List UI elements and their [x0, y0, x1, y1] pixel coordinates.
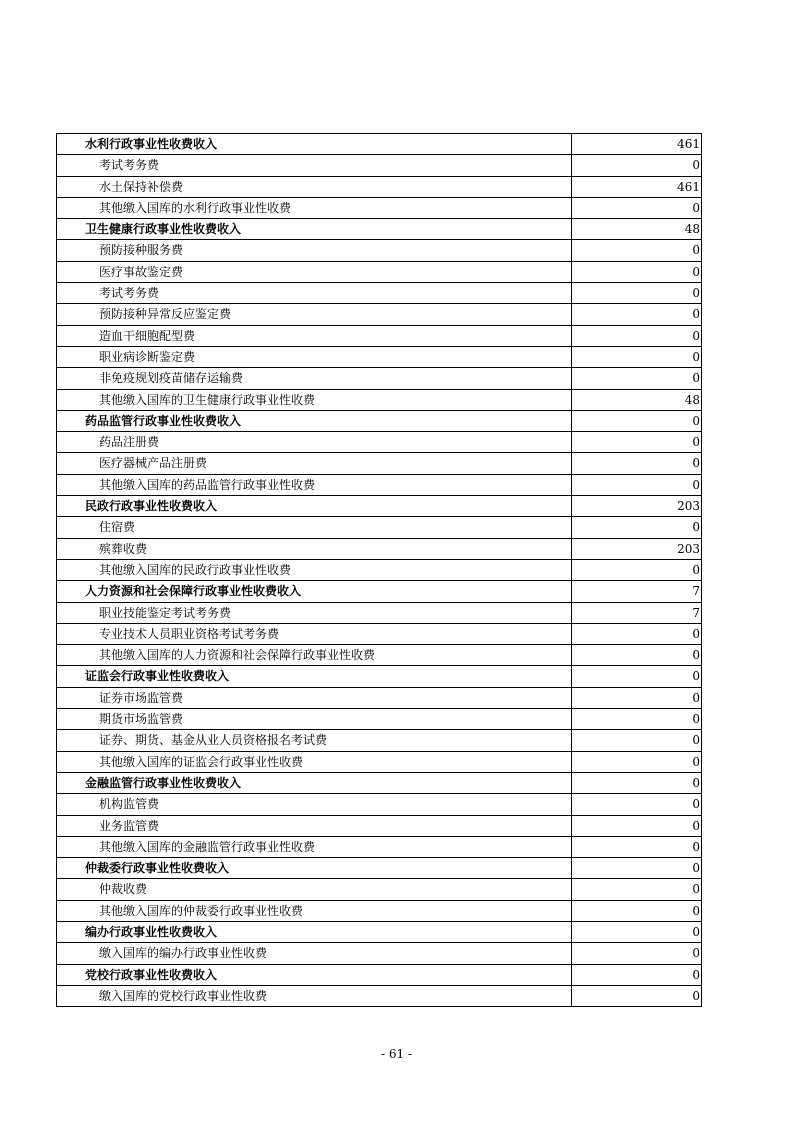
table-row	[57, 176, 702, 197]
category-row	[57, 134, 702, 155]
table-row	[57, 538, 702, 559]
table-body	[57, 134, 702, 1007]
amount-cell: 48	[572, 219, 702, 240]
amount-cell: 0	[572, 559, 702, 580]
category-name: 人力资源和社会保障行政事业性收费收入	[57, 581, 572, 602]
category-row	[57, 581, 702, 602]
amount-cell: 0	[572, 474, 702, 495]
amount-cell: 0	[572, 964, 702, 985]
item-name: 造血干细胞配型费	[57, 325, 572, 346]
item-name: 机构监管费	[57, 794, 572, 815]
amount-cell: 0	[572, 261, 702, 282]
amount-cell: 0	[572, 751, 702, 772]
table-row	[57, 836, 702, 857]
table-row	[57, 453, 702, 474]
table-row	[57, 346, 702, 367]
amount-cell: 461	[572, 176, 702, 197]
table-row	[57, 709, 702, 730]
item-name: 考试考务费	[57, 155, 572, 176]
item-name: 其他缴入国库的药品监管行政事业性收费	[57, 474, 572, 495]
category-row	[57, 219, 702, 240]
amount-cell: 0	[572, 730, 702, 751]
revenue-table-container	[56, 133, 701, 1007]
item-name: 其他缴入国库的金融监管行政事业性收费	[57, 836, 572, 857]
amount-cell: 0	[572, 155, 702, 176]
category-row	[57, 921, 702, 942]
item-name: 仲裁收费	[57, 879, 572, 900]
revenue-table	[56, 133, 702, 1007]
category-name: 编办行政事业性收费收入	[57, 921, 572, 942]
amount-cell: 0	[572, 879, 702, 900]
amount-cell: 461	[572, 134, 702, 155]
amount-cell: 0	[572, 453, 702, 474]
category-name: 证监会行政事业性收费收入	[57, 666, 572, 687]
category-row	[57, 666, 702, 687]
item-name: 缴入国库的党校行政事业性收费	[57, 985, 572, 1006]
page-number: - 61 -	[380, 1047, 412, 1061]
amount-cell: 0	[572, 368, 702, 389]
amount-cell: 0	[572, 858, 702, 879]
amount-cell: 0	[572, 432, 702, 453]
item-name: 缴入国库的编办行政事业性收费	[57, 943, 572, 964]
amount-cell: 0	[572, 410, 702, 431]
table-row	[57, 985, 702, 1006]
table-row	[57, 283, 702, 304]
amount-cell: 48	[572, 389, 702, 410]
table-row	[57, 943, 702, 964]
category-name: 药品监管行政事业性收费收入	[57, 410, 572, 431]
category-row	[57, 772, 702, 793]
table-row	[57, 879, 702, 900]
item-name: 期货市场监管费	[57, 709, 572, 730]
item-name: 专业技术人员职业资格考试考务费	[57, 623, 572, 644]
category-row	[57, 858, 702, 879]
category-row	[57, 496, 702, 517]
item-name: 预防接种服务费	[57, 240, 572, 261]
amount-cell: 203	[572, 496, 702, 517]
item-name: 医疗器械产品注册费	[57, 453, 572, 474]
table-row	[57, 474, 702, 495]
item-name: 水土保持补偿费	[57, 176, 572, 197]
category-name: 党校行政事业性收费收入	[57, 964, 572, 985]
item-name: 住宿费	[57, 517, 572, 538]
table-row	[57, 197, 702, 218]
table-row	[57, 751, 702, 772]
item-name: 考试考务费	[57, 283, 572, 304]
table-row	[57, 815, 702, 836]
amount-cell: 0	[572, 517, 702, 538]
amount-cell: 0	[572, 623, 702, 644]
item-name: 其他缴入国库的仲裁委行政事业性收费	[57, 900, 572, 921]
item-name: 药品注册费	[57, 432, 572, 453]
amount-cell: 0	[572, 943, 702, 964]
table-row	[57, 240, 702, 261]
amount-cell: 0	[572, 687, 702, 708]
item-name: 业务监管费	[57, 815, 572, 836]
item-name: 其他缴入国库的卫生健康行政事业性收费	[57, 389, 572, 410]
amount-cell: 0	[572, 666, 702, 687]
item-name: 其他缴入国库的水利行政事业性收费	[57, 197, 572, 218]
item-name: 医疗事故鉴定费	[57, 261, 572, 282]
amount-cell: 0	[572, 985, 702, 1006]
amount-cell: 0	[572, 197, 702, 218]
item-name: 职业病诊断鉴定费	[57, 346, 572, 367]
table-row	[57, 389, 702, 410]
table-row	[57, 325, 702, 346]
amount-cell: 0	[572, 815, 702, 836]
table-row	[57, 261, 702, 282]
item-name: 其他缴入国库的人力资源和社会保障行政事业性收费	[57, 645, 572, 666]
table-row	[57, 432, 702, 453]
category-name: 金融监管行政事业性收费收入	[57, 772, 572, 793]
amount-cell: 0	[572, 304, 702, 325]
table-row	[57, 645, 702, 666]
table-row	[57, 155, 702, 176]
amount-cell: 0	[572, 240, 702, 261]
table-row	[57, 794, 702, 815]
amount-cell: 203	[572, 538, 702, 559]
table-row	[57, 304, 702, 325]
category-name: 仲裁委行政事业性收费收入	[57, 858, 572, 879]
amount-cell: 0	[572, 921, 702, 942]
item-name: 职业技能鉴定考试考务费	[57, 602, 572, 623]
amount-cell: 0	[572, 709, 702, 730]
amount-cell: 7	[572, 581, 702, 602]
amount-cell: 7	[572, 602, 702, 623]
item-name: 证券、期货、基金从业人员资格报名考试费	[57, 730, 572, 751]
table-row	[57, 900, 702, 921]
amount-cell: 0	[572, 283, 702, 304]
category-name: 水利行政事业性收费收入	[57, 134, 572, 155]
table-row	[57, 517, 702, 538]
amount-cell: 0	[572, 325, 702, 346]
item-name: 其他缴入国库的民政行政事业性收费	[57, 559, 572, 580]
amount-cell: 0	[572, 645, 702, 666]
category-row	[57, 964, 702, 985]
table-row	[57, 368, 702, 389]
item-name: 预防接种异常反应鉴定费	[57, 304, 572, 325]
item-name: 非免疫规划疫苗储存运输费	[57, 368, 572, 389]
table-row	[57, 730, 702, 751]
item-name: 殡葬收费	[57, 538, 572, 559]
table-row	[57, 559, 702, 580]
amount-cell: 0	[572, 794, 702, 815]
table-row	[57, 602, 702, 623]
category-name: 民政行政事业性收费收入	[57, 496, 572, 517]
amount-cell: 0	[572, 900, 702, 921]
table-row	[57, 623, 702, 644]
item-name: 证券市场监管费	[57, 687, 572, 708]
amount-cell: 0	[572, 772, 702, 793]
category-name: 卫生健康行政事业性收费收入	[57, 219, 572, 240]
amount-cell: 0	[572, 346, 702, 367]
amount-cell: 0	[572, 836, 702, 857]
item-name: 其他缴入国库的证监会行政事业性收费	[57, 751, 572, 772]
table-row	[57, 687, 702, 708]
category-row	[57, 410, 702, 431]
